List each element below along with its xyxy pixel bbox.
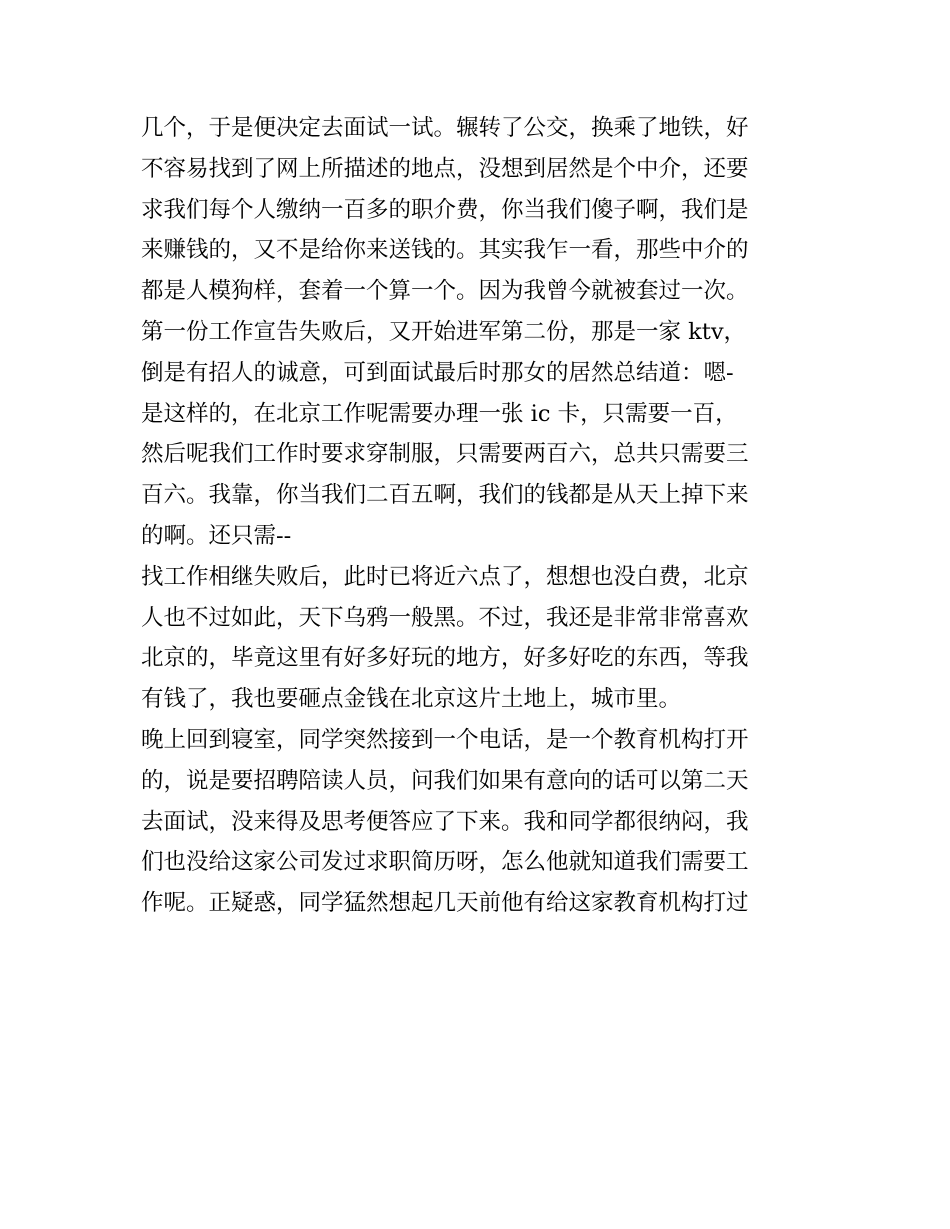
text-line: 的啊。还只需--	[141, 522, 292, 549]
text-line: 的，说是要招聘陪读人员，问我们如果有意向的话可以第二天	[141, 767, 749, 794]
text-line: 去面试，没来得及思考便答应了下来。我和同学都很纳闷，我	[141, 808, 749, 835]
text-line: 作呢。正疑惑，同学猛然想起几天前他有给这家教育机构打过	[141, 890, 749, 917]
text-line: 求我们每个人缴纳一百多的职介费，你当我们傻子啊，我们是	[141, 196, 749, 223]
text-line: 然后呢我们工作时要求穿制服，只需要两百六，总共只需要三	[141, 441, 749, 468]
document-body	[141, 108, 821, 924]
text-line: 是这样的，在北京工作呢需要办理一张 ic 卡，只需要一百，	[141, 400, 738, 427]
text-line: 人也不过如此，天下乌鸦一般黑。不过，我还是非常非常喜欢	[141, 604, 749, 631]
text-line: 有钱了，我也要砸点金钱在北京这片土地上，城市里。	[141, 686, 682, 713]
text-line: 来赚钱的，又不是给你来送钱的。其实我乍一看，那些中介的	[141, 237, 749, 264]
text-line: 倒是有招人的诚意，可到面试最后时那女的居然总结道：嗯-	[141, 359, 734, 386]
text-line: 北京的，毕竟这里有好多好玩的地方，好多好吃的东西，等我	[141, 645, 749, 672]
text-line: 晚上回到寝室，同学突然接到一个电话，是一个教育机构打开	[141, 726, 749, 753]
text-line: 几个，于是便决定去面试一试。辗转了公交，换乘了地铁，好	[141, 115, 749, 141]
text-line: 找工作相继失败后，此时已将近六点了，想想也没白费，北京	[141, 563, 749, 590]
text-line: 第一份工作宣告失败后，又开始进军第二份，那是一家 ktv，	[141, 318, 747, 345]
text-line: 百六。我靠，你当我们二百五啊，我们的钱都是从天上掉下来	[141, 482, 749, 509]
text-line: 们也没给这家公司发过求职简历呀，怎么他就知道我们需要工	[141, 849, 749, 876]
text-line: 不容易找到了网上所描述的地点，没想到居然是个中介，还要	[141, 155, 749, 182]
text-line: 都是人模狗样，套着一个算一个。因为我曾今就被套过一次。	[141, 278, 749, 305]
